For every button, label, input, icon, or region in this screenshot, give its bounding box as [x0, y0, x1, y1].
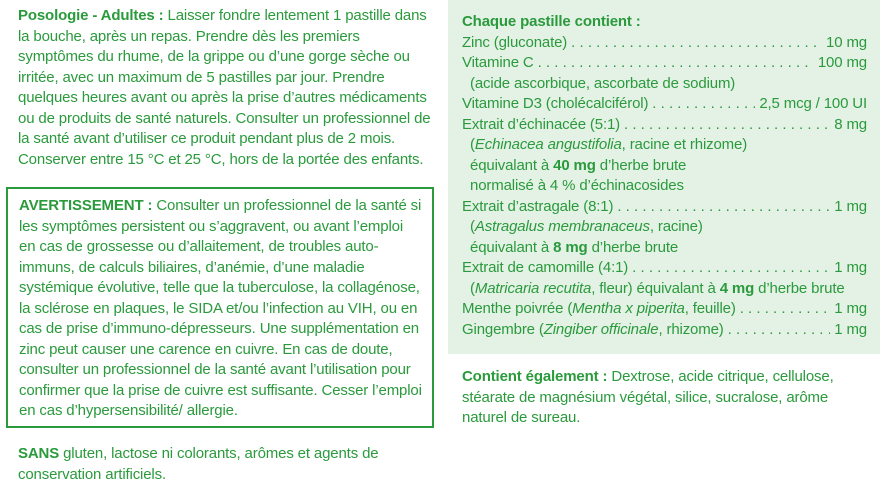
warning-box — [6, 187, 434, 428]
ingredients-panel — [448, 0, 880, 490]
posology-label: Posologie - Adultes : — [18, 7, 164, 24]
ingredient-name: Gingembre (Zingiber officinale, rhizome) — [462, 320, 724, 338]
ingredient-standardization: normalisé à 4 % d’échinacosides — [470, 177, 684, 194]
ingredient-equivalence: équivalant à 8 mg d’herbe brute — [470, 238, 679, 256]
ingredient-amount: 10 mg — [826, 33, 867, 51]
ingredients-heading: Chaque pastille contient : — [462, 13, 641, 30]
also-contains-section — [462, 367, 872, 429]
latin-name: Echinacea angustifolia — [474, 136, 622, 153]
ingredient-name: Vitamine C — [462, 54, 534, 71]
leader-dots — [617, 197, 830, 218]
ingredient-name: Vitamine D3 (cholécalciférol) — [462, 95, 649, 112]
ingredient-name: Extrait d’échinacée (5:1) — [462, 115, 620, 133]
ingredient-vitamin-d3 — [462, 94, 867, 115]
ingredient-name: Extrait d’astragale (8:1) — [462, 197, 614, 215]
ingredient-detail: (Matricaria recutita, fleur) équivalant à 4 mg d’herbe brute — [470, 279, 845, 297]
free-from-text: gluten, lactose ni colorants, arômes et agents de conservation artificiels. — [18, 445, 379, 483]
ingredient-ginger — [462, 320, 867, 341]
latin-name: Mentha x piperita — [572, 300, 685, 317]
leader-dots — [728, 320, 831, 341]
also-contains-text: Dextrose, acide citrique, cellulose, stéarate de magnésium végétal, silice, sucralose, arôme naturel de sureau. — [462, 368, 834, 426]
ingredient-detail: (Astragalus membranaceus, racine) — [470, 218, 703, 235]
ingredient-amount: 1 mg — [834, 320, 867, 338]
ingredient-amount: 1 mg — [834, 300, 867, 317]
ingredient-name: Extrait de camomille (4:1) — [462, 259, 629, 276]
posology-text: Laisser fondre lentement 1 pastille dans la bouche, après un repas. Prendre dès les premiers symptômes du rhume, de la grippe ou d’une gorge sèche ou irritée, avec un maximum de 5 pastilles par jour. Prendre quelques heures avant ou après la prise d’autres médicaments ou de produits de santé naturels. Consulter un professionnel de la santé avant d’utiliser ce produit pendant plus de 2 mois. Conserver entre 15 °C et 25 °C, hors de la portée des enfants. — [18, 7, 431, 168]
ingredient-equivalence: équivalant à 40 mg d’herbe brute — [470, 156, 687, 174]
leader-dots — [538, 53, 814, 74]
leader-dots — [632, 258, 830, 279]
free-from-section — [18, 444, 438, 485]
warning-text: Consulter un professionnel de la santé si les symptômes persistent ou s’aggravent, ou avant l’emploi en cas de grossesse ou d’allaitement, de troubles auto-immuns, de calculs biliaires, d’anémie, d’une maladie systémique évolutive, telle que la tuberculose, la collagénose, la sclérose en plaques, le SIDA et/ou l’infection au VIH, ou en cas de prise d’immuno-dépresseurs. Une supplémentation en zinc peut causer une carence en cuivre. En cas de doute, consulter un professionnel de la santé avant l’utilisation pour confirmer que la prise de cuivre est suffisante. Cesser l’emploi en cas d’hypersensibilité/ allergie. — [19, 197, 422, 419]
ingredient-zinc — [462, 33, 867, 54]
latin-name: Astragalus membranaceus — [474, 218, 650, 235]
ingredient-astragalus — [462, 197, 867, 218]
ingredient-amount: 1 mg — [834, 259, 867, 276]
leader-dots — [624, 115, 830, 136]
leader-dots — [740, 299, 831, 320]
ingredient-amount: 8 mg — [834, 115, 867, 133]
ingredient-detail: (Echinacea angustifolia, racine et rhizome) — [470, 136, 748, 153]
latin-name: Zingiber officinale — [543, 320, 659, 338]
ingredient-peppermint — [462, 299, 867, 320]
ingredient-amount: 2,5 mcg / 100 UI — [759, 95, 867, 112]
posology-section — [18, 6, 434, 170]
ingredient-detail: (acide ascorbique, ascorbate de sodium) — [470, 74, 736, 92]
ingredient-vitamin-c — [462, 53, 867, 74]
free-from-label: SANS — [18, 445, 60, 462]
ingredient-amount: 100 mg — [817, 54, 867, 71]
ingredient-name: Zinc (gluconate) — [462, 33, 568, 51]
ingredient-echinacea — [462, 115, 867, 136]
leader-dots — [571, 33, 822, 54]
warning-label: AVERTISSEMENT : — [19, 197, 153, 214]
ingredient-name: Menthe poivrée (Mentha x piperita, feuille) — [462, 300, 736, 317]
latin-name: Matricaria recutita — [474, 279, 592, 297]
also-contains-label: Contient également : — [462, 368, 608, 385]
ingredients-list — [462, 12, 867, 340]
ingredient-chamomile — [462, 258, 867, 279]
leader-dots — [652, 94, 755, 115]
ingredient-amount: 1 mg — [834, 197, 867, 215]
